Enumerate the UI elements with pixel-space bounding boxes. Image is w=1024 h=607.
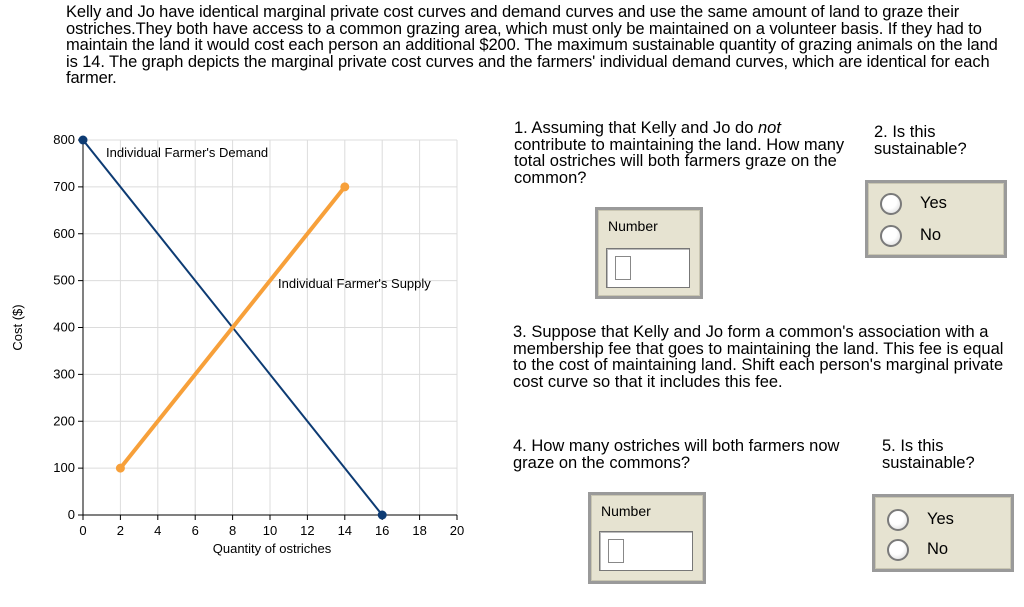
radio-circle-icon[interactable] [887,539,909,561]
y-tick-label-500: 500 [53,272,75,288]
q2-yes-label: Yes [920,194,947,212]
y-tick-label-600: 600 [53,225,75,241]
q5-yes-label: Yes [927,510,954,528]
question-1-text-o: o [744,119,758,137]
series-1-point-0 [116,464,125,473]
y-axis-label: Cost ($) [10,304,25,351]
y-tick-label-700: 700 [53,178,75,194]
series-0-point-1 [378,511,387,520]
x-tick-label-2: 2 [116,523,125,538]
x-tick-label-20: 20 [449,523,465,538]
question-3: 3. Suppose that Kelly and Jo form a common's association with a membership fee that goes to maintaining the land. This fee is equal to the cost of maintaining land. Shift each person's marginal private cost curve so that it includes this fee. [513,323,1004,391]
series-1-point-1 [340,182,349,191]
question-4: 4. How many ostriches will both farmers now graze on the commons? [513,437,840,472]
question-1-text-end: contribute to maintaining the land. How many total ostriches will both farmers graze on the common? [514,135,845,187]
q4-number-label: Number [601,503,651,519]
y-tick-label-0: 0 [67,507,75,522]
x-tick-label-6: 6 [191,523,199,538]
q4-number-input[interactable] [599,531,693,571]
radio-circle-icon[interactable] [880,225,902,247]
question-5: 5. Is this sustainable? [882,437,975,472]
question-1 [514,120,854,186]
y-tick-label-100: 100 [53,460,75,476]
question-2: 2. Is this sustainable? [874,123,967,158]
y-tick-label-300: 300 [53,366,75,382]
radio-circle-icon[interactable] [880,193,902,215]
q1-input-caret [615,256,631,280]
x-tick-label-8: 8 [228,523,237,538]
x-tick-label-4: 4 [154,523,162,538]
series-0-point-0 [79,136,88,145]
chart-axes [78,140,457,520]
q2-no-label: No [920,226,942,244]
x-tick-label-14: 14 [337,523,353,538]
radio-circle-icon[interactable] [887,509,909,531]
x-tick-label-18: 18 [412,523,427,538]
series-label-1: Individual Farmer's Supply [278,276,431,291]
q5-radio-group [872,494,1014,572]
y-tick-label-800: 800 [53,132,75,147]
x-tick-label-0: 0 [79,523,87,538]
q5-no-label: No [927,540,949,558]
y-tick-label-400: 400 [53,319,75,335]
x-axis-label: Quantity of ostriches [212,541,332,556]
q2-radio-group [865,180,1007,258]
chart-labels [10,132,464,556]
cost-quantity-chart [0,0,480,607]
x-tick-label-16: 16 [374,523,390,538]
chart-grid [83,140,457,515]
y-tick-label-200: 200 [53,413,75,429]
question-1-emphasis-not: not [757,119,781,137]
problem-statement: Kelly and Jo have identical marginal private cost curves and demand curves and use the same amount of land to graze their ostriches.They both have access to a common grazing area, which must only be maintained on a volunteer basis. If they had to maintain the land it would cost each person an additional $200. The maximum sustainable quantity of grazing animals on the land is 14. The graph depicts the marginal private cost curves and the farmers' individual demand curves, which are identical for each farmer. [66,3,998,87]
q1-number-box [595,207,703,299]
q4-number-box [588,492,706,584]
series-label-0: Individual Farmer's Demand [106,145,269,160]
x-tick-label-12: 12 [300,523,315,538]
q1-number-label: Number [608,218,658,234]
question-1-text-start: 1. Assuming that Kelly and Jo d [514,119,745,137]
x-tick-label-10: 10 [262,523,278,538]
q4-input-caret [608,539,624,563]
q1-number-input[interactable] [606,248,690,288]
